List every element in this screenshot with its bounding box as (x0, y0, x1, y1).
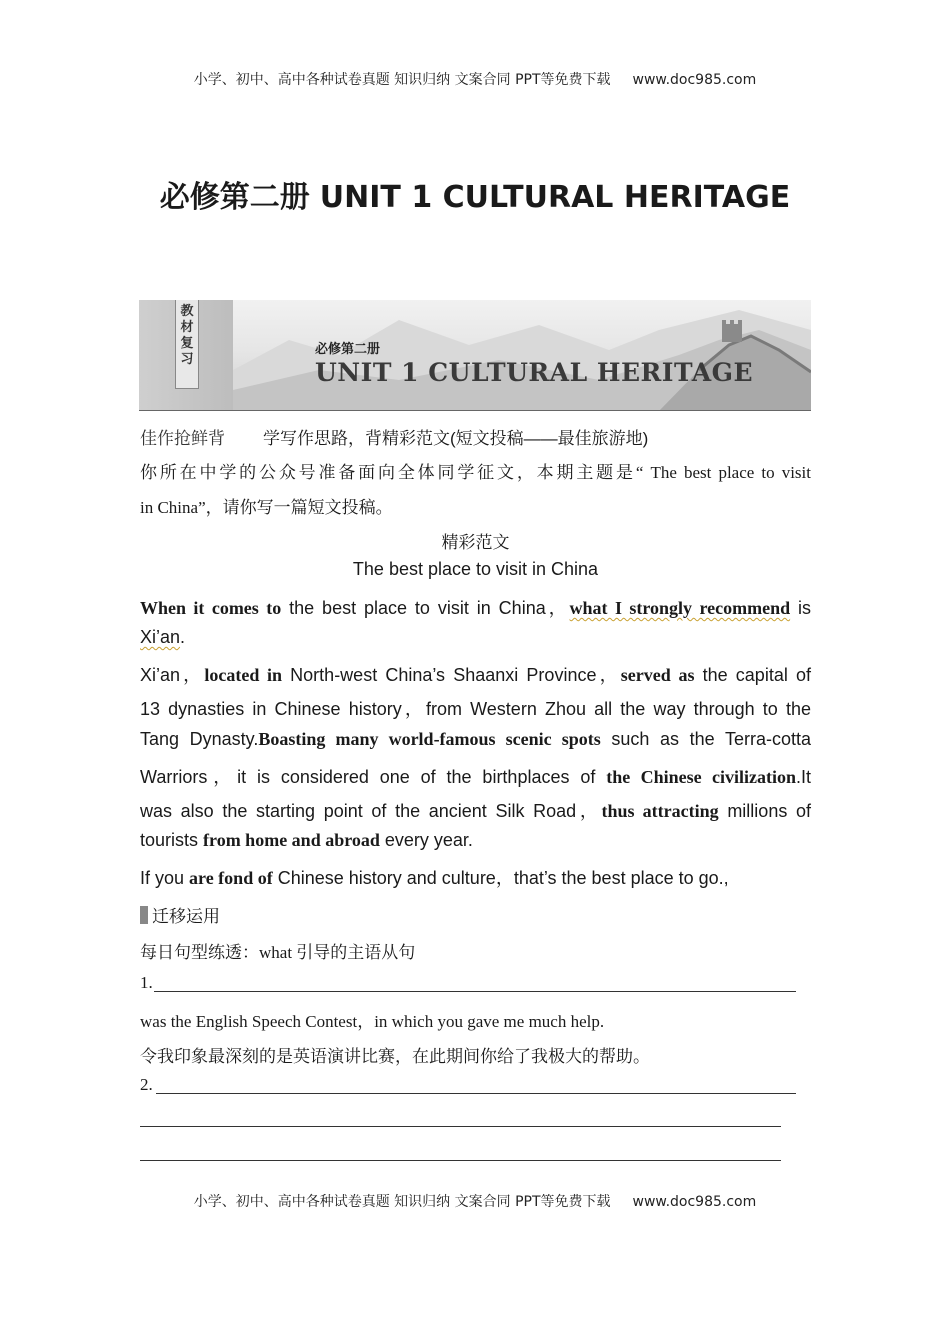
text-run: Chinese history and culture，that’s the best place to go., (272, 868, 729, 888)
essay-line (140, 661, 811, 687)
question-1-translation: 令我印象最深刻的是英语演讲比赛，在此期间你给了我极大的帮助。 (140, 1047, 650, 1066)
section1-label: 佳作抢鲜背 (140, 429, 225, 448)
question-number: 1. (140, 973, 153, 992)
key-phrase: what I strongly recommend (569, 598, 791, 618)
essay-heading: 精彩范文 (441, 533, 510, 552)
text-run: was also the starting point of the ancient Silk Road， (140, 801, 602, 821)
text-run: the best place to visit in China， (281, 598, 570, 618)
section1-header (140, 424, 811, 449)
mountain-illustration (139, 300, 811, 411)
page-footer (0, 1191, 950, 1211)
banner-tab (175, 300, 199, 389)
answer-blank[interactable] (156, 1093, 796, 1094)
essay-line (140, 627, 811, 648)
section-marker-icon (140, 906, 148, 924)
title-en: UNIT 1 CULTURAL HERITAGE (319, 180, 791, 215)
practice-label: 每日句型练透： (140, 943, 259, 962)
tab-char: 教 (180, 304, 194, 319)
page-title (0, 172, 950, 216)
page-header (0, 69, 950, 89)
banner-subtitle: 必修第二册 (315, 342, 381, 357)
key-phrase: from home and abroad (203, 830, 380, 850)
text-run: millions of (718, 801, 812, 821)
banner-divider (139, 410, 811, 411)
question-2-row (140, 1075, 796, 1097)
prompt-line: in China”，请你写一篇短文投稿。 (140, 498, 393, 517)
text-run: tourists (140, 830, 204, 850)
text-run: .It (795, 767, 811, 787)
key-phrase: thus attracting (601, 801, 719, 821)
section2-header (140, 902, 811, 927)
answer-blank[interactable] (154, 991, 796, 992)
text-run: every year. (379, 830, 473, 850)
key-phrase: Boasting many world-famous scenic spots (258, 729, 601, 749)
question-number: 2. (140, 1075, 153, 1094)
header-site-link[interactable]: www.doc985.com (632, 72, 757, 88)
essay-title: The best place to visit in China (352, 559, 599, 579)
key-phrase: When it comes to (140, 598, 282, 618)
essay-line (140, 594, 811, 620)
key-phrase: the Chinese civilization (606, 767, 796, 787)
tab-char: 习 (180, 352, 194, 367)
text-run: the capital of (694, 665, 812, 685)
key-phrase: are fond of (189, 868, 273, 888)
practice-line (140, 938, 811, 963)
prompt-line: 你所在中学的公众号准备面向全体同学征文，本期主题是“ The best place to visit (140, 463, 811, 482)
text-run: is (790, 598, 812, 618)
text-run: Warriors，it is considered one of the birthplaces of (140, 767, 607, 787)
text-run: . (180, 627, 186, 647)
section2-label: 迁移运用 (152, 907, 220, 926)
footer-site-link[interactable]: www.doc985.com (632, 1194, 757, 1210)
answer-blank[interactable] (140, 1126, 781, 1127)
essay-line (140, 763, 811, 789)
question-1-text: was the English Speech Contest，in which you gave me much help. (140, 1012, 605, 1031)
essay-line (140, 729, 811, 750)
unit-banner (139, 300, 811, 411)
footer-text: 小学、初中、高中各种试卷真题 知识归纳 文案合同 PPT等免费下载 (193, 1194, 611, 1210)
key-word: Xi’an (140, 627, 181, 647)
section1-instruction: 学写作思路，背精彩范文(短文投稿——最佳旅游地) (263, 429, 649, 448)
title-cn: 必修第二册 (159, 180, 310, 215)
header-text: 小学、初中、高中各种试卷真题 知识归纳 文案合同 PPT等免费下载 (193, 72, 611, 88)
essay-line (140, 830, 811, 851)
text-run: such as the Terra-cotta (600, 729, 811, 749)
answer-blank[interactable] (140, 1160, 781, 1161)
banner-heading: UNIT 1 CULTURAL HERITAGE (315, 358, 754, 387)
practice-topic: what 引导的主语从句 (259, 943, 416, 962)
question-1-row (140, 973, 796, 995)
tab-char: 材 (180, 320, 194, 335)
tab-char: 复 (180, 336, 194, 351)
essay-line (140, 864, 811, 890)
key-phrase: served as (620, 665, 695, 685)
text-run: If you (140, 868, 190, 888)
text-run: Xi’an， (140, 665, 205, 685)
text-run: Tang Dynasty. (140, 729, 259, 749)
key-phrase: located in (204, 665, 283, 685)
essay-line: 13 dynasties in Chinese history，from Western Zhou all the way through to the (140, 699, 811, 719)
text-run: North-west China’s Shaanxi Province， (282, 665, 621, 685)
essay-line (140, 797, 811, 823)
